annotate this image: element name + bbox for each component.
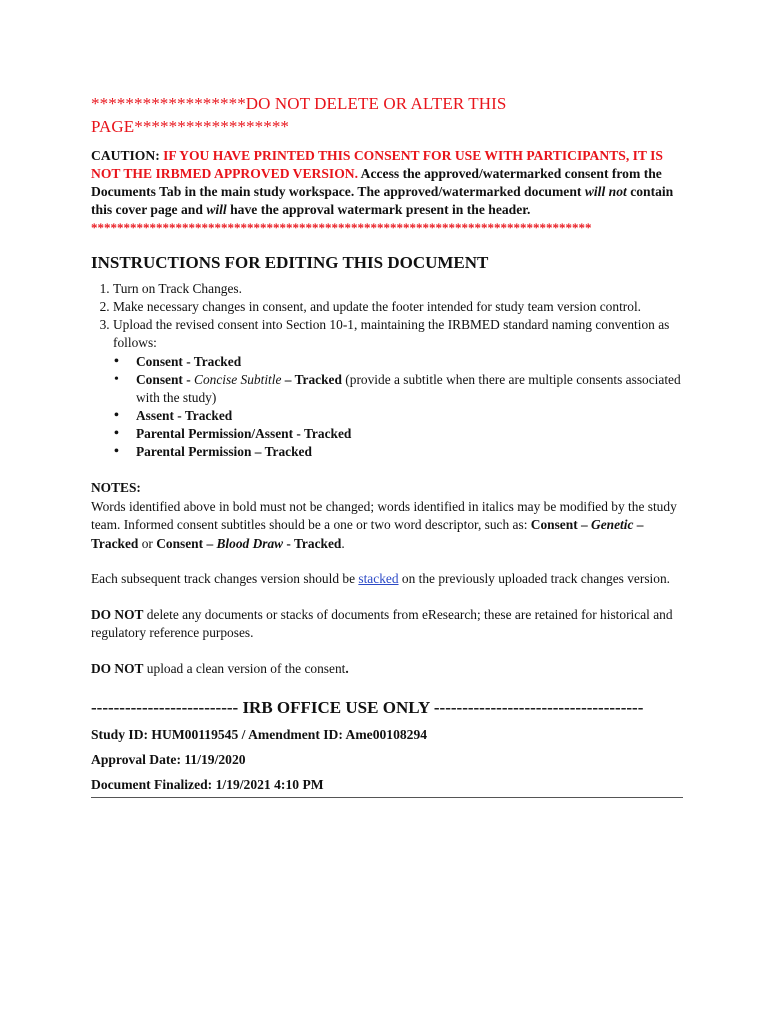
stacking-paragraph: Each subsequent track changes version should be stacked on the previously uploaded track changes version.	[91, 571, 670, 586]
notes-label: NOTES:	[91, 480, 141, 495]
do-not-upload-paragraph: DO NOT upload a clean version of the consent.	[91, 660, 349, 676]
caution-will: will	[206, 202, 227, 217]
irb-office-use-header: -------------------------- IRB OFFICE USE ONLY -------------------------------------	[91, 698, 644, 717]
cover-page-content	[91, 92, 683, 798]
notes-section: NOTES: Words identified above in bold must not be changed; words identified in italics may be modified by the study team. Informed consent subtitles should be a one or two word descriptor, such as: Consent – Genetic – Tracked or Consent – Blood Draw - Tracked.	[91, 479, 683, 553]
instruction-step-3: 3. Upload the revised consent into Section 10-1, maintaining the IRBMED standard naming convention as follows: • Consent - Tracked • Consent - Concise Subtitle – Tracked (provide a subtitle when there are multiple consents associated with the study) • Assent - Tracked • Parental Permission/Assent - Tracked • Parental Permission – Tracked	[113, 316, 683, 461]
instruction-step-1: 1. Turn on Track Changes.	[113, 280, 683, 298]
approval-date: Approval Date: 11/19/2020	[91, 752, 246, 767]
naming-item-consent: • Consent - Tracked	[136, 353, 683, 371]
document-finalized: Document Finalized: 1/19/2021 4:10 PM	[91, 777, 324, 792]
naming-convention-list	[113, 353, 683, 461]
instruction-step-2: 2. Make necessary changes in consent, and update the footer intended for study team version control.	[113, 298, 683, 316]
bottom-rule	[91, 797, 683, 798]
naming-item-assent: • Assent - Tracked	[136, 407, 683, 425]
caution-label: CAUTION:	[91, 148, 160, 163]
stacked-link[interactable]: stacked	[358, 571, 399, 586]
caution-text-3: have the approval watermark present in the header.	[230, 202, 531, 217]
naming-item-consent-subtitle: • Consent - Concise Subtitle – Tracked (provide a subtitle when there are multiple consents associated with the study)	[136, 371, 683, 407]
asterisk-separator: *****************************************************************************	[91, 220, 592, 235]
do-not-delete-paragraph: DO NOT delete any documents or stacks of documents from eResearch; these are retained for historical and regulatory reference purposes.	[91, 606, 673, 640]
notes-text: Words identified above in bold must not be changed; words identified in italics may be modified by the study team. Informed consent subtitles should be a one or two word descriptor, such as:	[91, 498, 677, 532]
caution-red-text: IF YOU HAVE PRINTED THIS CONSENT FOR USE WITH PARTICIPANTS, IT IS NOT THE IRBMED APPROVED VERSION.	[91, 148, 663, 181]
caution-text-2: contain this cover page and	[91, 184, 674, 217]
instructions-title: INSTRUCTIONS FOR EDITING THIS DOCUMENT	[91, 253, 489, 272]
naming-item-parental-permission-assent: • Parental Permission/Assent - Tracked	[136, 425, 683, 443]
naming-item-parental-permission: • Parental Permission – Tracked	[136, 443, 683, 461]
caution-text-1: Access the approved/watermarked consent from the Documents Tab in the main study workspace. The approved/watermarked document	[91, 166, 662, 199]
caution-will-not: will not	[584, 184, 627, 199]
do-not-delete-warning: ******************DO NOT DELETE OR ALTER THIS PAGE******************	[91, 94, 507, 136]
caution-paragraph	[91, 147, 683, 219]
instructions-list	[91, 280, 683, 461]
study-id: Study ID: HUM00119545 / Amendment ID: Ame00108294	[91, 727, 428, 742]
